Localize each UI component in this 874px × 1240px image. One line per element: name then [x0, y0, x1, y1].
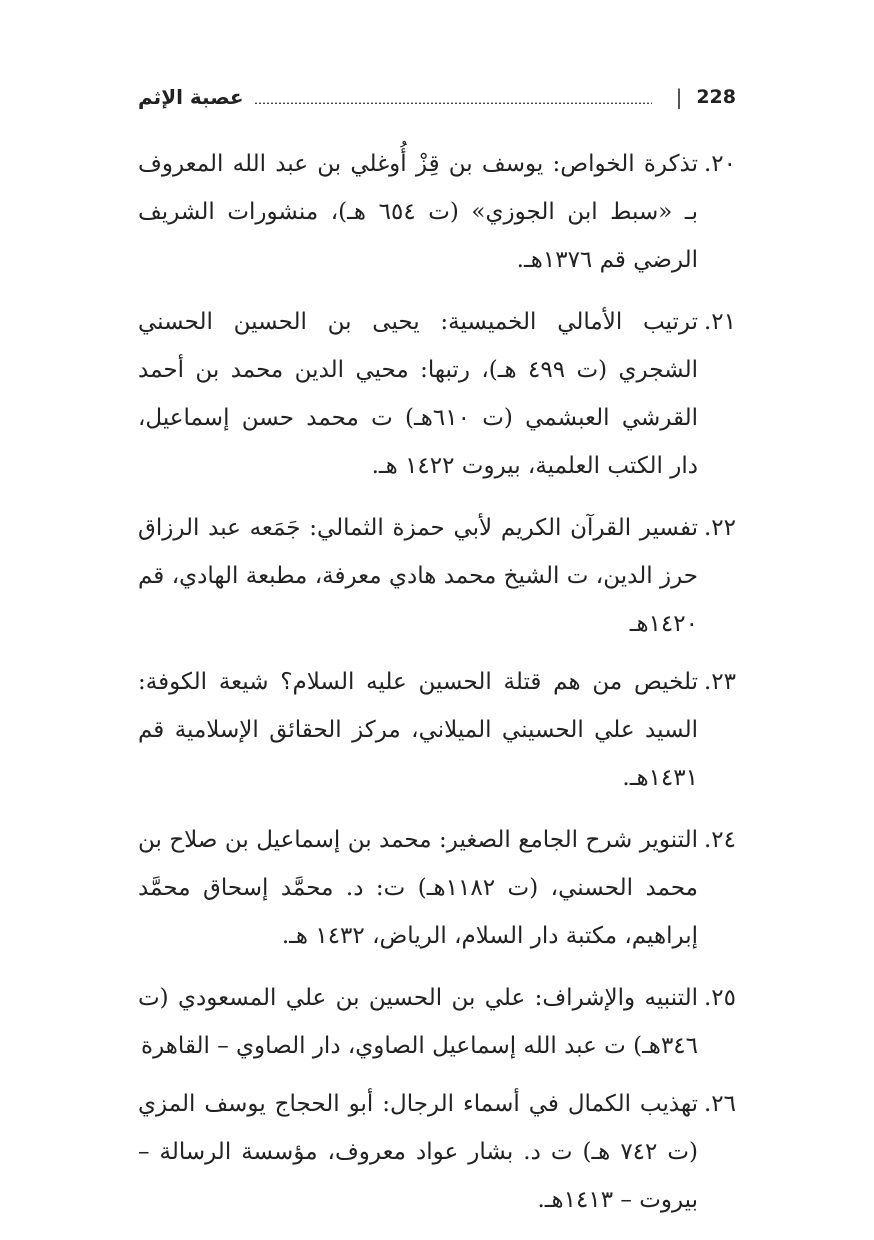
bibliography-entry — [138, 1080, 736, 1224]
entry-number: ٢٤. — [703, 827, 736, 853]
bibliography-entry — [138, 298, 736, 490]
bibliography-entry — [138, 504, 736, 648]
entry-number: ٢٥. — [703, 985, 736, 1011]
page-number: 228 — [696, 86, 736, 108]
entry-number: ٢١. — [703, 309, 736, 335]
entry-text: تفسير القرآن الكريم لأبي حمزة الثمالي: جَمَعه عبد الرزاق حرز الدين، ت الشيخ محمد هادي معرفة، مطبعة الهادي، قم ١٤٢٠هـ — [138, 515, 698, 637]
dotted-leader — [254, 102, 652, 104]
entry-text: التنبيه والإشراف: علي بن الحسين بن علي المسعودي (ت ٣٤٦هـ) ت عبد الله إسماعيل الصاوي، دار الصاوي – القاهرة — [138, 985, 698, 1059]
entry-text: تهذيب الكمال في أسماء الرجال: أبو الحجاج يوسف المزي (ت ٧٤٢ هـ) ت د. بشار عواد معروف، مؤسسة الرسالة – بيروت – ١٤١٣هـ. — [138, 1091, 698, 1213]
running-title: عصبة الإثم — [138, 85, 244, 109]
entry-number: ٢٣. — [703, 669, 736, 695]
bibliography-entry — [138, 974, 736, 1070]
header-separator: | — [675, 85, 683, 109]
bibliography-entry — [138, 816, 736, 960]
entry-text: تذكرة الخواص: يوسف بن قِزْ أُوغلي بن عبد الله المعروف بـ «سبط ابن الجوزي» (ت ٦٥٤ هـ)، منشورات الشريف الرضي قم ١٣٧٦هـ. — [138, 151, 699, 273]
entry-number: ٢٢. — [703, 515, 736, 541]
entry-text: ترتيب الأمالي الخميسية: يحيى بن الحسين الحسني الشجري (ت ٤٩٩ هـ)، رتبها: محيي الدين محمد بن أحمد القرشي العبشمي (ت ٦١٠هـ) ت محمد حسن إسماعيل، دار الكتب العلمية، بيروت ١٤٢٢ هـ. — [138, 309, 698, 479]
entry-number: ٢٦. — [703, 1091, 736, 1117]
entry-text: تلخيص من هم قتلة الحسين عليه السلام؟ شيعة الكوفة: السيد علي الحسيني الميلاني، مركز الحقائق الإسلامية قم ١٤٣١هـ. — [138, 669, 698, 791]
bibliography-entry — [138, 658, 736, 802]
bibliography-list — [138, 140, 736, 1224]
bibliography-entry — [138, 140, 736, 284]
running-header — [138, 82, 736, 112]
entry-text: التنوير شرح الجامع الصغير: محمد بن إسماعيل بن صلاح بن محمد الحسني، (ت ١١٨٢هـ) ت: د. محمَّد إسحاق محمَّد إبراهيم، مكتبة دار السلام، الرياض، ١٤٣٢ هـ. — [138, 827, 698, 949]
entry-number: ٢٠. — [703, 151, 736, 177]
